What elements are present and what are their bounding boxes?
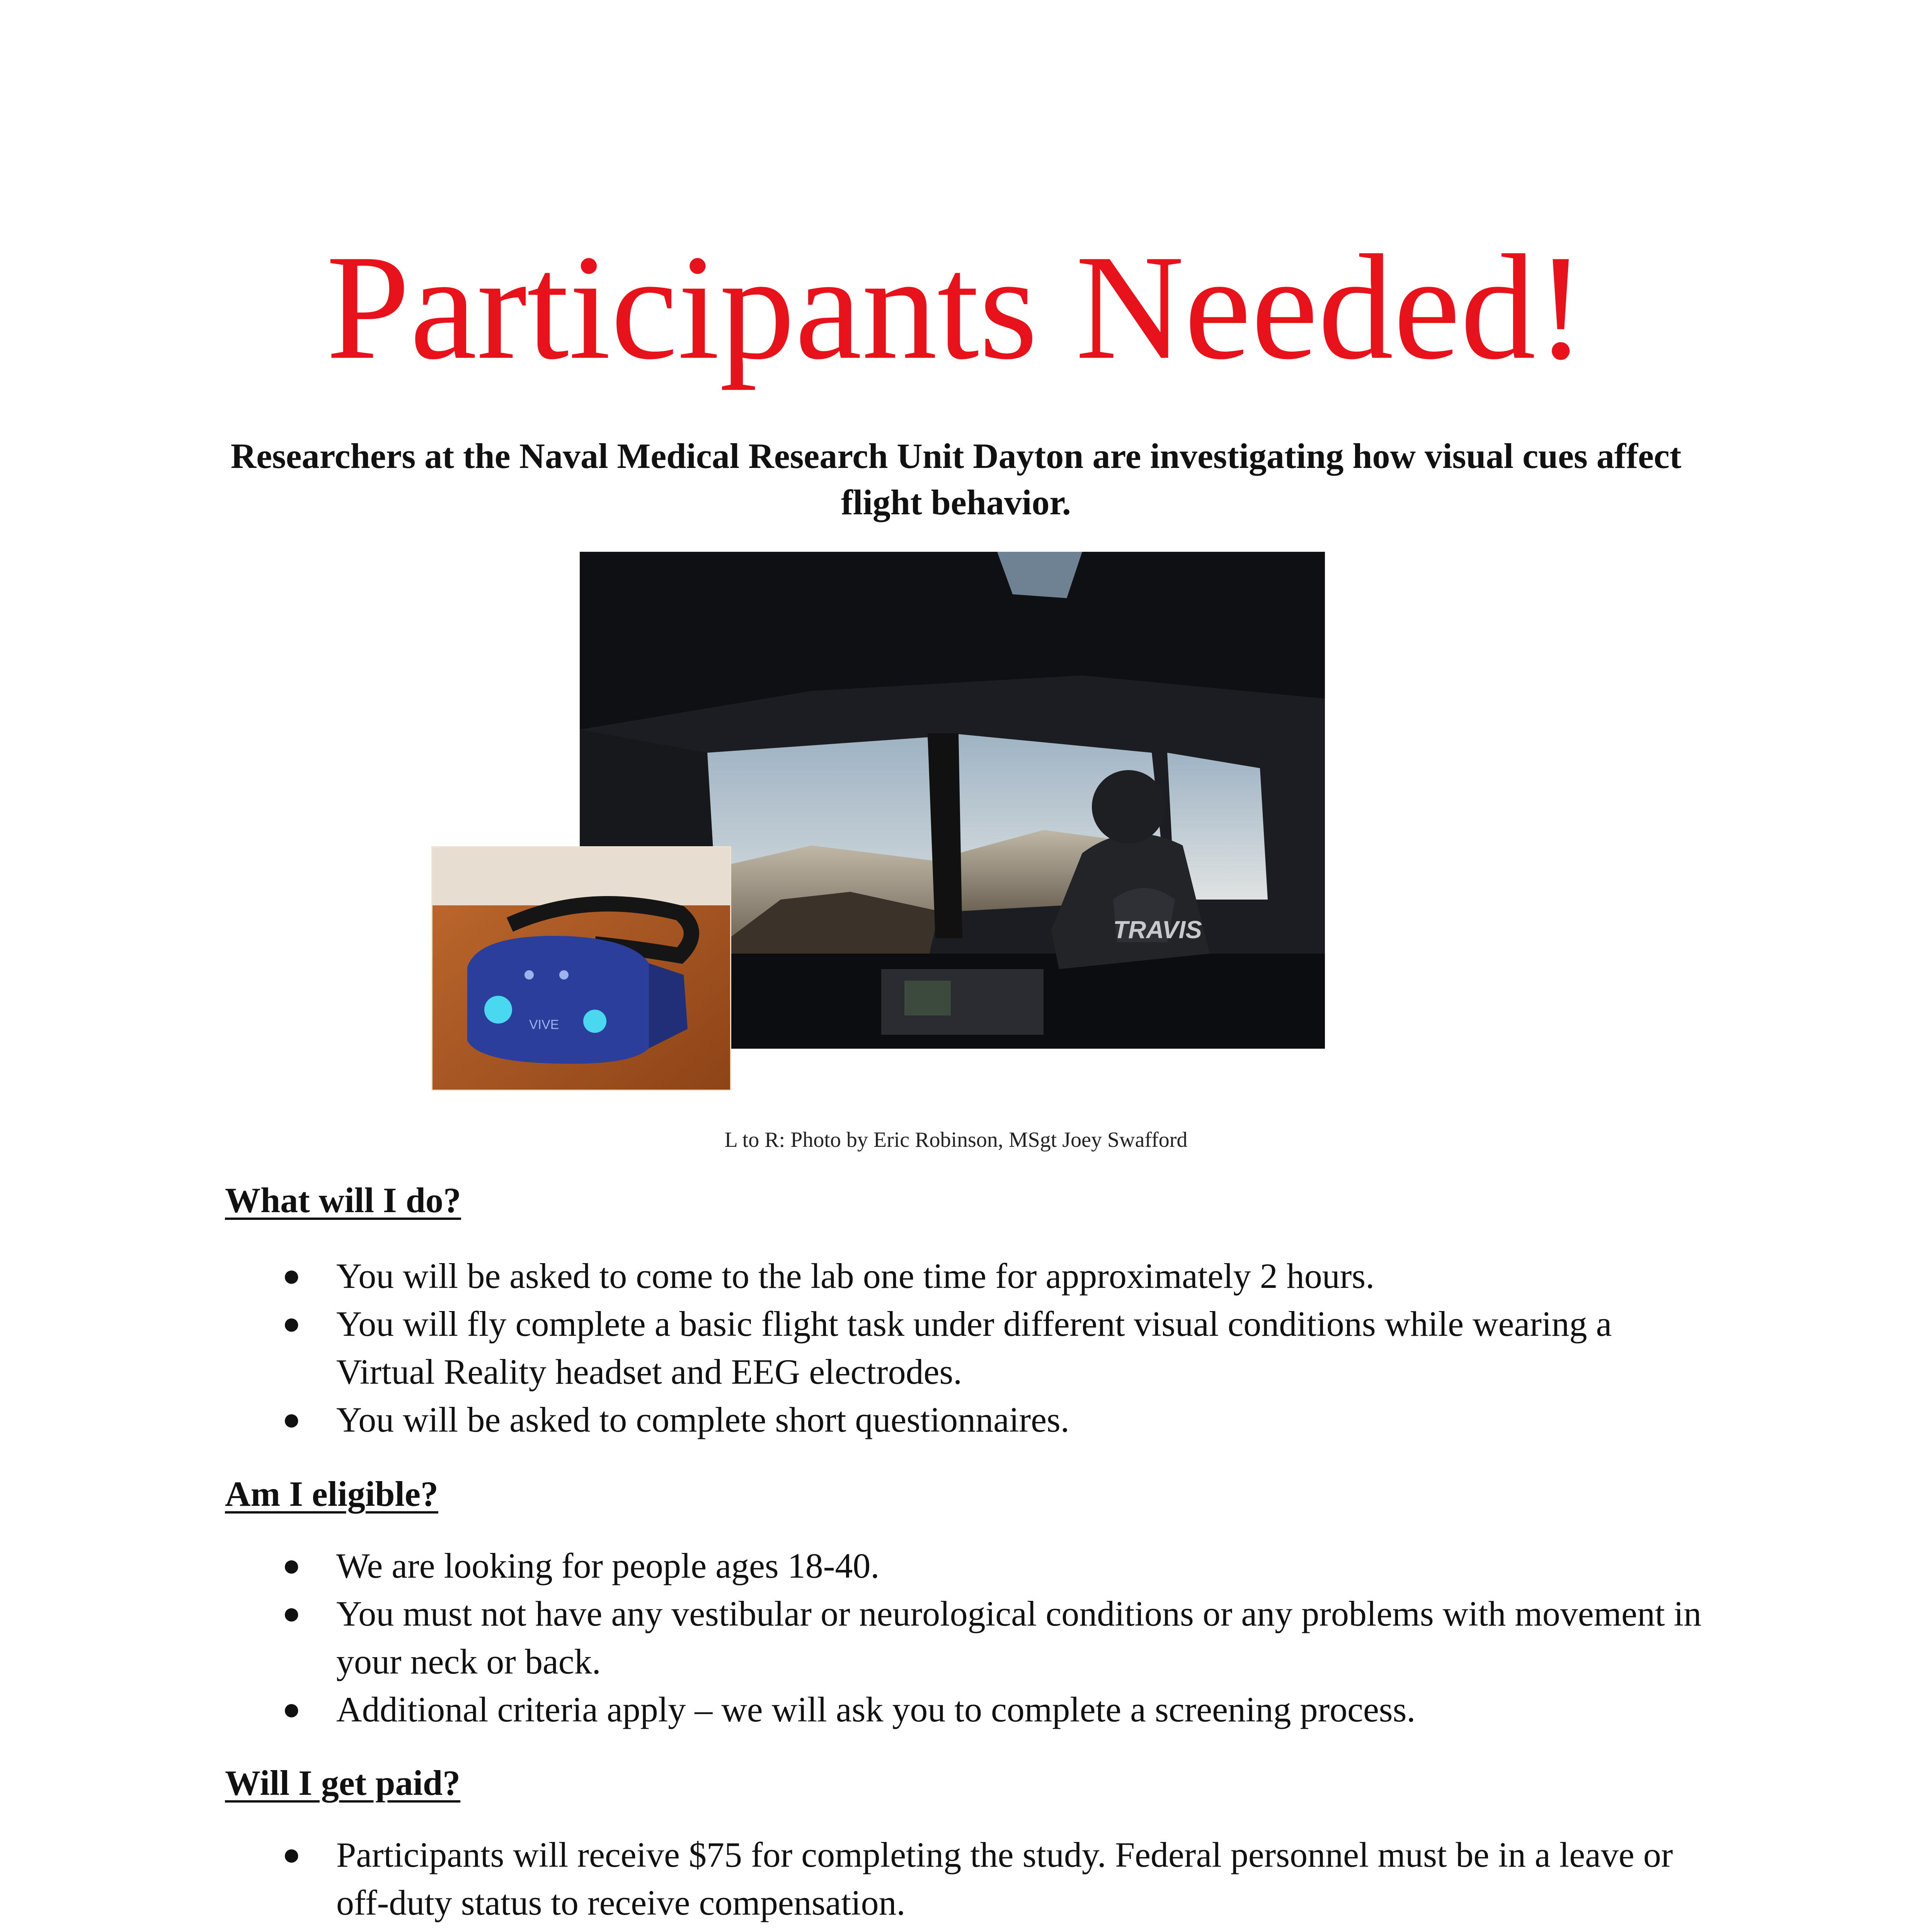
bullet-icon: ● <box>282 1838 301 1872</box>
photo-caption: L to R: Photo by Eric Robinson, MSgt Joey Swafford <box>724 1128 1188 1152</box>
list-item: ● You will be asked to come to the lab one time for approximately 2 hours. <box>336 1252 1712 1300</box>
heading-am-i-eligible: Am I eligible? <box>225 1474 438 1514</box>
bullet-icon: ● <box>282 1259 301 1293</box>
bullet-icon: ● <box>282 1549 301 1583</box>
list-item: ● We are looking for people ages 18-40. <box>336 1542 1712 1590</box>
list-item: ● Participants will receive $75 for completing the study. Federal personnel must be in a leave or off-duty status to receive compensation. <box>336 1831 1712 1927</box>
list-item: ● You will be asked to complete short questionnaires. <box>336 1396 1712 1444</box>
bullet-icon: ● <box>282 1403 301 1437</box>
bullet-icon: ● <box>282 1692 301 1726</box>
list-item: ● You will fly complete a basic flight task under different visual conditions while wearing a Virtual Reality headset and EEG electrodes. <box>336 1300 1712 1396</box>
heading-what-will-i-do: What will I do? <box>225 1180 461 1220</box>
bullet-icon: ● <box>282 1307 301 1341</box>
vr-headset-illustration <box>432 847 730 1090</box>
list-item: ● Additional criteria apply – we will ask you to complete a screening process. <box>336 1685 1712 1733</box>
page-title: Participants Needed! <box>326 224 1586 391</box>
heading-will-i-get-paid: Will I get paid? <box>225 1763 461 1803</box>
subtitle: Researchers at the Naval Medical Research Unit Dayton are investigating how visual cues affect flight behavior. <box>230 436 1682 522</box>
list-item: ● You must not have any vestibular or neurological conditions or any problems with movement in your neck or back. <box>336 1590 1712 1685</box>
vr-headset-photo <box>431 846 731 1091</box>
seat-label: TRAVIS <box>1113 916 1202 944</box>
bullet-icon: ● <box>282 1597 301 1631</box>
vr-brand-label: VIVE <box>529 1017 559 1032</box>
